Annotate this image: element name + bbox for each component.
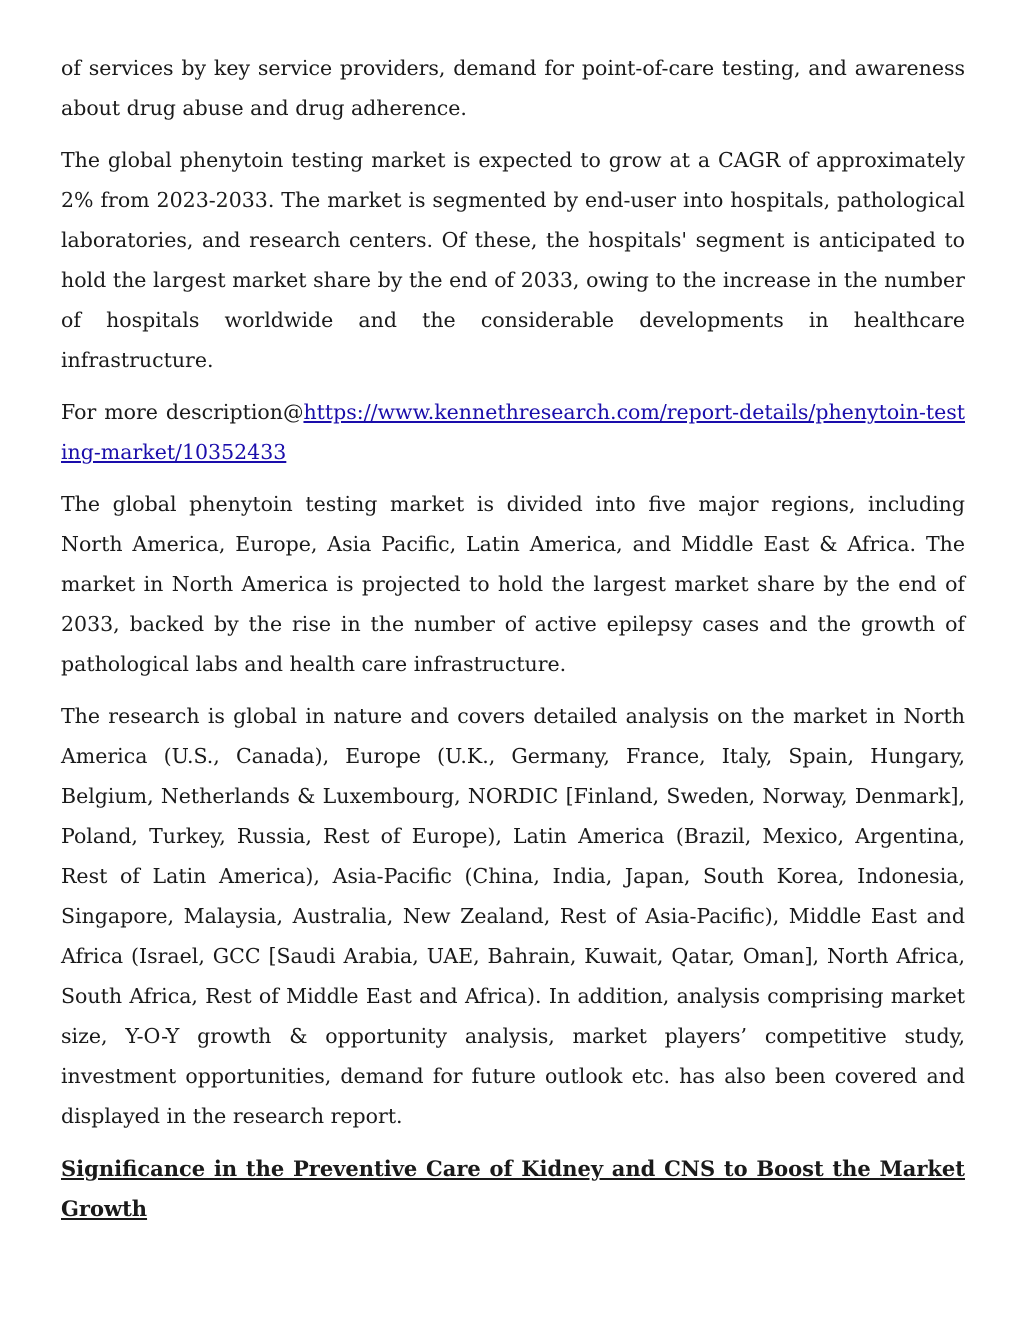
report-link[interactable]: https://www.kennethresearch.com/report-details/phenytoin-testing-market/10352433 xyxy=(61,400,965,464)
document-page xyxy=(61,48,965,1229)
section-heading: Significance in the Preventive Care of Kidney and CNS to Boost the Market Growth xyxy=(61,1156,965,1221)
description-prefix: For more description@ xyxy=(61,400,304,424)
paragraph-intro-continued: of services by key service providers, demand for point-of-care testing, and awareness about drug abuse and drug adherence. xyxy=(61,56,965,120)
paragraph-market-growth: The global phenytoin testing market is expected to grow at a CAGR of approximately 2% from 2023-2033. The market is segmented by end-user into hospitals, pathological laboratories, and research centers. Of these, the hospitals' segment is anticipated to hold the largest market share by the end of 2033, owing to the increase in the number of hospitals worldwide and the considerable developments in healthcare infrastructure. xyxy=(61,148,965,372)
paragraph-research-scope: The research is global in nature and covers detailed analysis on the market in North America (U.S., Canada), Europe (U.K., Germany, France, Italy, Spain, Hungary, Belgium, Netherlands & Luxembourg, NORDIC [Finland, Sweden, Norway, Denmark], Poland, Turkey, Russia, Rest of Europe), Latin America (Brazil, Mexico, Argentina, Rest of Latin America), Asia-Pacific (China, India, Japan, South Korea, Indonesia, Singapore, Malaysia, Australia, New Zealand, Rest of Asia-Pacific), Middle East and Africa (Israel, GCC [Saudi Arabia, UAE, Bahrain, Kuwait, Qatar, Oman], North Africa, South Africa, Rest of Middle East and Africa). In addition, analysis comprising market size, Y-O-Y growth & opportunity analysis, market players’ competitive study, investment opportunities, demand for future outlook etc. has also been covered and displayed in the research report. xyxy=(61,704,965,1128)
paragraph-more-description xyxy=(61,392,965,472)
paragraph-regions: The global phenytoin testing market is divided into five major regions, including North America, Europe, Asia Pacific, Latin America, and Middle East & Africa. The market in North America is projected to hold the largest market share by the end of 2033, backed by the rise in the number of active epilepsy cases and the growth of pathological labs and health care infrastructure. xyxy=(61,492,965,676)
